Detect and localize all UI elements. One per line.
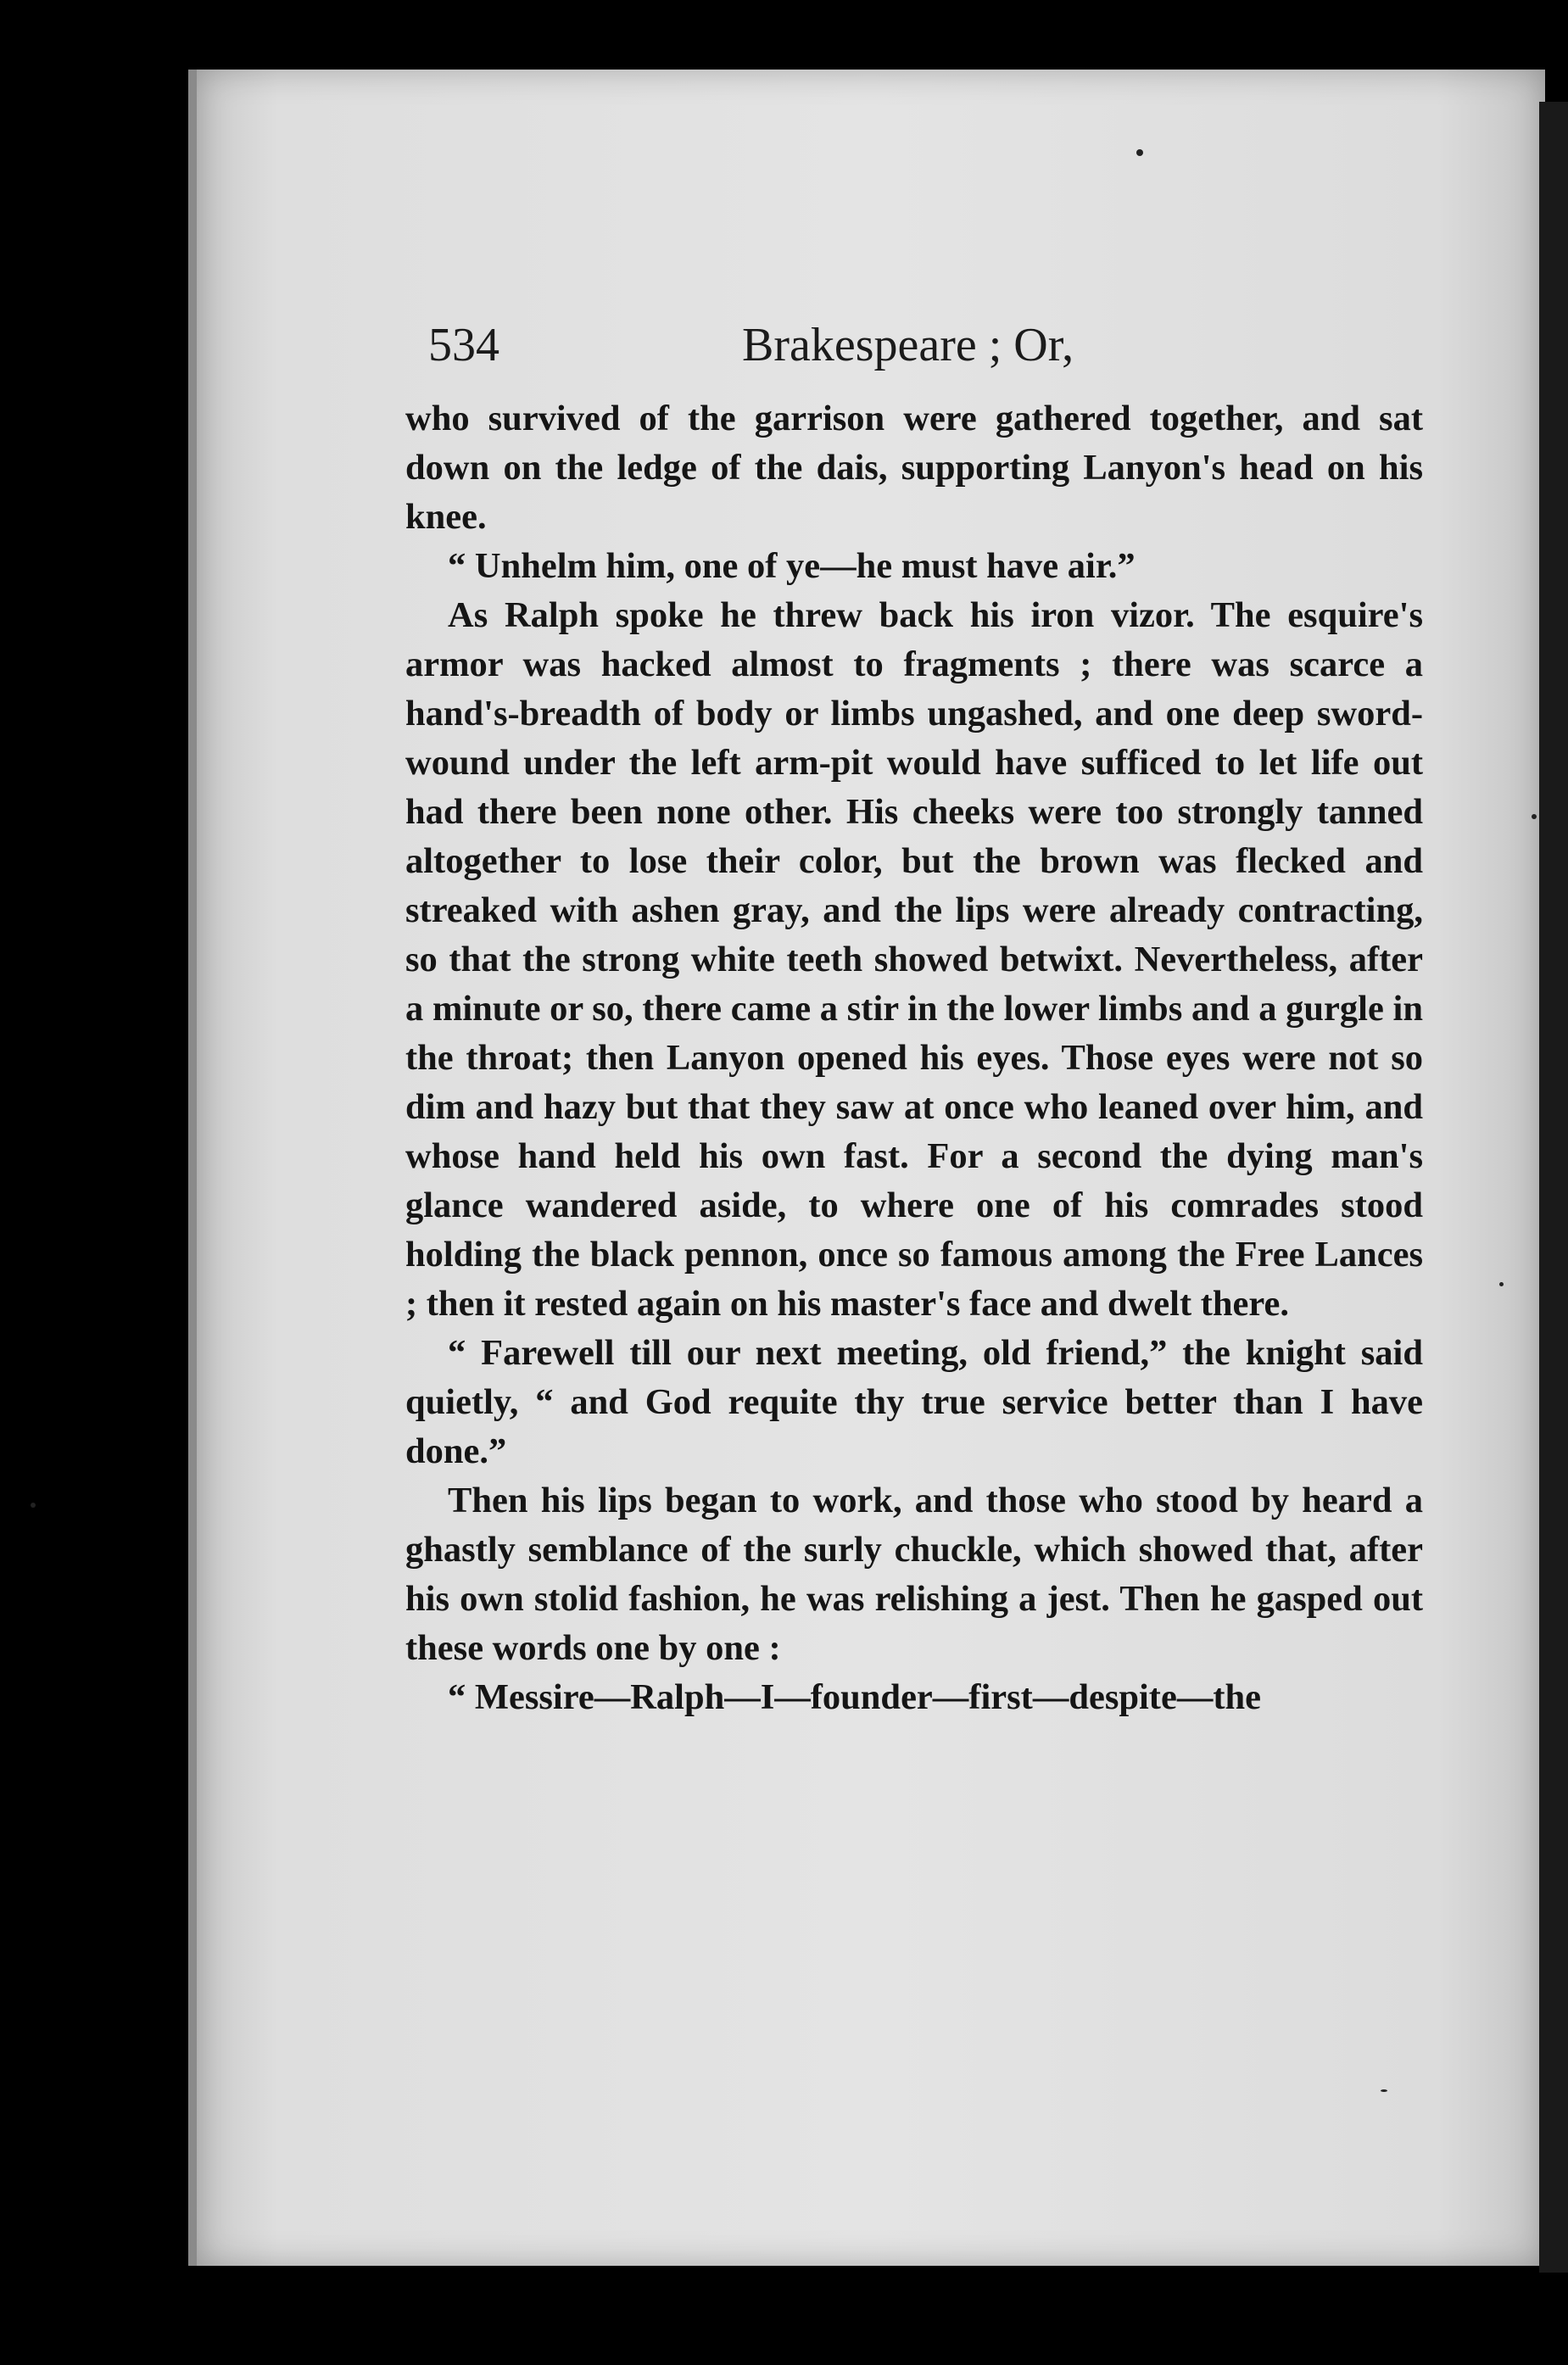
paragraph: “ Unhelm him, one of ye—he must have air.” — [448, 546, 1136, 586]
running-head: Brakespeare ; Or, — [742, 319, 1074, 371]
paragraph: As Ralph spoke he threw back his iron vizor. The esquire's armor was hacked almost to fragments ; there was scarce a hand's-breadth of body or limbs ungashed, and one deep sword-wound under the left arm-pit would have sufficed to let life out had there been none other. His cheeks were too strongly tanned altogether to lose their color, but the brown was flecked and streaked with ashen gray, and the lips were already contracting, so that the strong white teeth showed betwixt. Nevertheless, after a minute or so, there came a stir in the lower limbs and a gurgle in the throat; then Lanyon opened his eyes. Those eyes were not so dim and hazy but that they saw at once who leaned over him, and whose hand held his own fast. For a second the dying man's glance wandered aside, to where one of his comrades stood holding the black pennon, once so famous among the Free Lances ; then it rested again on his master's face and dwelt there. — [405, 595, 1423, 1324]
body-text — [405, 394, 1423, 1722]
paragraph: “ Messire—Ralph—I—founder—first—despite—the — [448, 1677, 1261, 1717]
page-number: 534 — [428, 319, 499, 371]
paragraph: who survived of the garrison were gathered together, and sat down on the ledge of the dais, supporting Lanyon's head on his knee. — [405, 399, 1423, 537]
page-header — [428, 318, 1429, 386]
next-page-edge — [1539, 102, 1568, 2273]
paragraph: “ Farewell till our next meeting, old friend,” the knight said quietly, “ and God requite thy true service better than I have done.” — [405, 1333, 1423, 1471]
paragraph: Then his lips began to work, and those who stood by heard a ghastly semblance of the surly chuckle, which showed that, after his own stolid fashion, he was relishing a jest. Then he gasped out these words one by one : — [405, 1481, 1423, 1668]
